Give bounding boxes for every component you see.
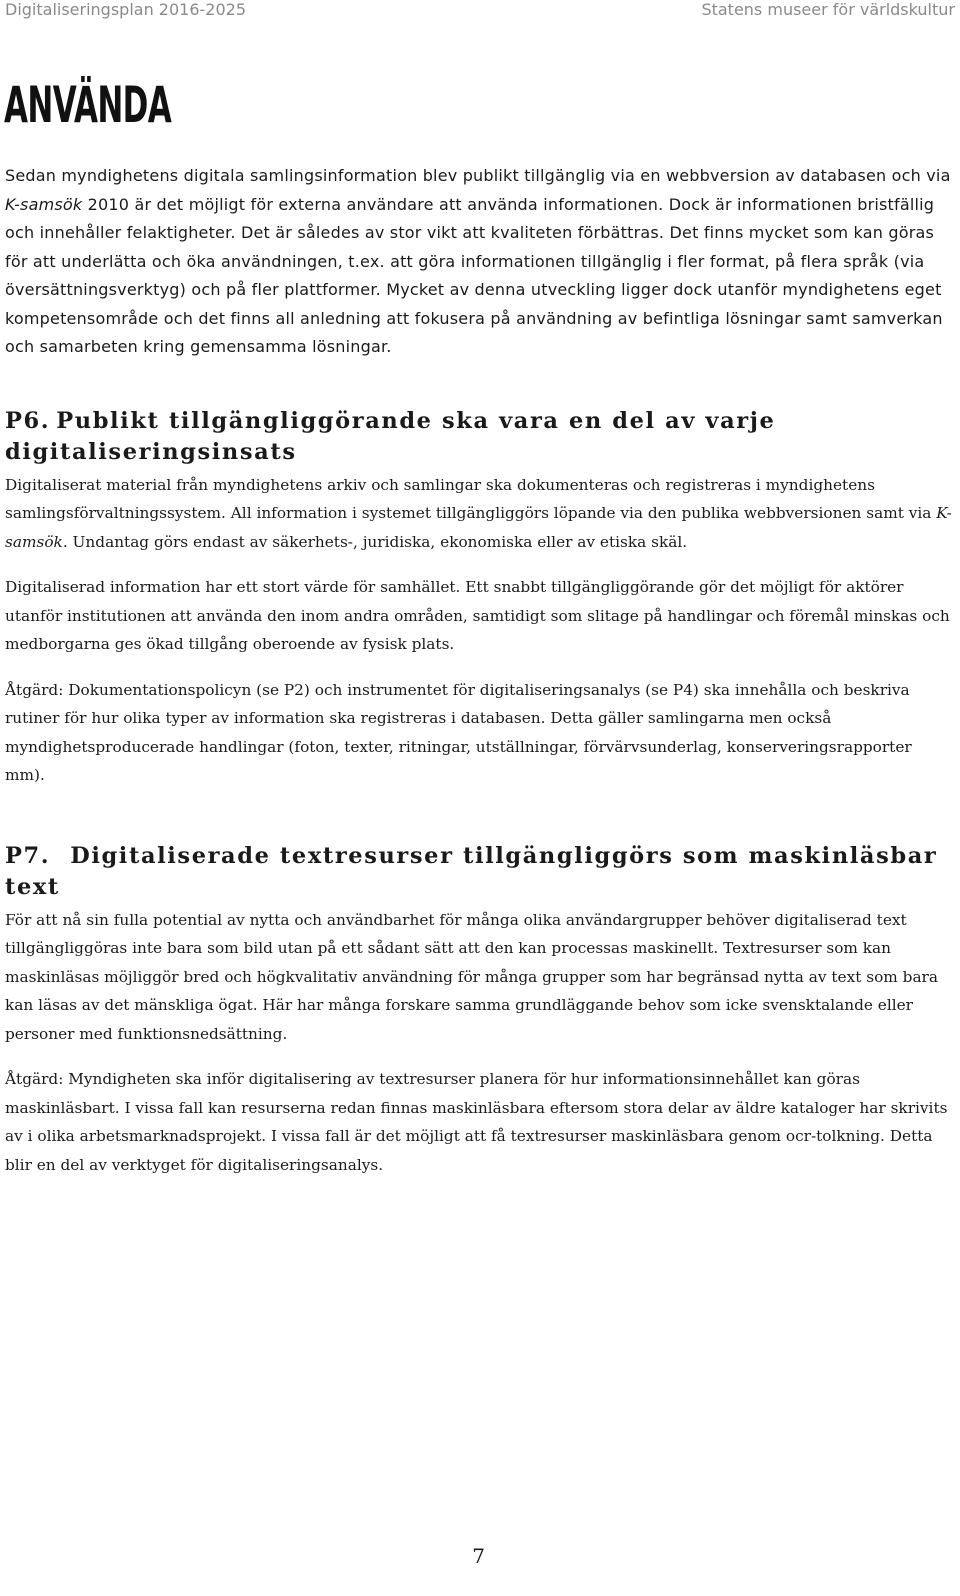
ksamsok-term: K-samsök: [5, 504, 952, 551]
principle-p7-heading: [5, 841, 955, 903]
intro-text-2: 2010 är det möjligt för externa användare att använda informationen. Dock är informationen bristfällig och innehåller felaktigheter. Det är således av stor vikt att kvaliteten förbättras. Det finns mycket som kan göras för att underlätta och öka användningen, t.ex. att göra informationen tillgänglig i fler format, på flera språk (via översättningsverktyg) och på fler plattformer. Mycket av denna utveckling ligger dock utanför myndighetens eget kompetensområde och det finns all anledning att fokusera på användning av befintliga lösningar samt samverkan och samarbeten kring gemensamma lösningar.: [5, 194, 943, 356]
principle-number: P6.: [5, 407, 51, 434]
intro-text-1: Sedan myndighetens digitala samlingsinformation blev publikt tillgänglig via en webbversion av databasen och via: [5, 166, 951, 185]
principle-number: P7.: [5, 842, 51, 869]
p6-text-2: . Undantag görs endast av säkerhets-, juridiska, ekonomiska eller av etiska skäl.: [62, 532, 688, 551]
principle-p6-heading: [5, 406, 955, 468]
p6-action: Åtgärd: Dokumentationspolicyn (se P2) och instrumentet för digitaliseringsanalys (se P4) ska innehålla och beskriva rutiner för hur olika typer av information ska registreras i databasen. Detta gäller samlingarna men också myndighetsproducerade handlingar (foton, texter, ritningar, utställningar, förvärvsunderlag, konserveringsrapporter mm).: [5, 680, 912, 784]
section-title: ANVÄNDA: [4, 76, 172, 134]
document-title: Digitaliseringsplan 2016-2025: [5, 0, 247, 19]
page-number: 7: [472, 1544, 485, 1568]
principle-title: Publikt tillgängliggörande ska vara en del av varje digitaliseringsinsats: [5, 407, 776, 465]
principle-title: Digitaliserade textresurser tillgängliggörs som maskinläsbar text: [5, 842, 938, 900]
intro-paragraph: [5, 162, 955, 362]
p7-action: Åtgärd: Myndigheten ska inför digitalisering av textresurser planera för hur informationsinnehållet kan göras maskinläsbart. I vissa fall kan resurserna redan finnas maskinläsbara eftersom stora delar av äldre kataloger har skrivits av i olika arbetsmarknadsprojekt. I vissa fall är det möjligt att få textresurser maskinläsbara genom ocr-tolkning. Detta blir en del av verktyget för digitaliseringsanalys.: [5, 1070, 948, 1174]
p6-paragraph-2: Digitaliserad information har ett stort värde för samhället. Ett snabbt tillgängliggörande gör det möjligt för aktörer utanför institutionen att använda den inom andra områden, samtidigt som slitage på handlingar och föremål minskas och medborgarna ges ökad tillgång oberoende av fysisk plats.: [5, 578, 950, 653]
p6-paragraph-1: [5, 471, 955, 557]
ksamsok-term: K-samsök: [5, 194, 83, 214]
p6-text-1: Digitaliserat material från myndighetens arkiv och samlingar ska dokumenteras och registreras i myndighetens samlingsförvaltningssystem. All information i systemet tillgängliggörs löpande via den publika webbversionen samt via: [5, 475, 937, 522]
main-content: [5, 162, 955, 1179]
organization-name: Statens museer för världskultur: [701, 0, 955, 19]
p7-paragraph-1: För att nå sin fulla potential av nytta och användbarhet för många olika användargrupper behöver digitaliserad text tillgängliggöras inte bara som bild utan på ett sådant sätt att den kan processas maskinellt. Textresurser som kan maskinläsas möjliggör bred och högkvalitativ användning för många grupper som har begränsad nytta av text som bara kan läsas av det mänskliga ögat. Här har många forskare samma grundläggande behov som icke svensktalande eller personer med funktionsnedsättning.: [5, 910, 938, 1043]
page-header: [5, 0, 955, 24]
